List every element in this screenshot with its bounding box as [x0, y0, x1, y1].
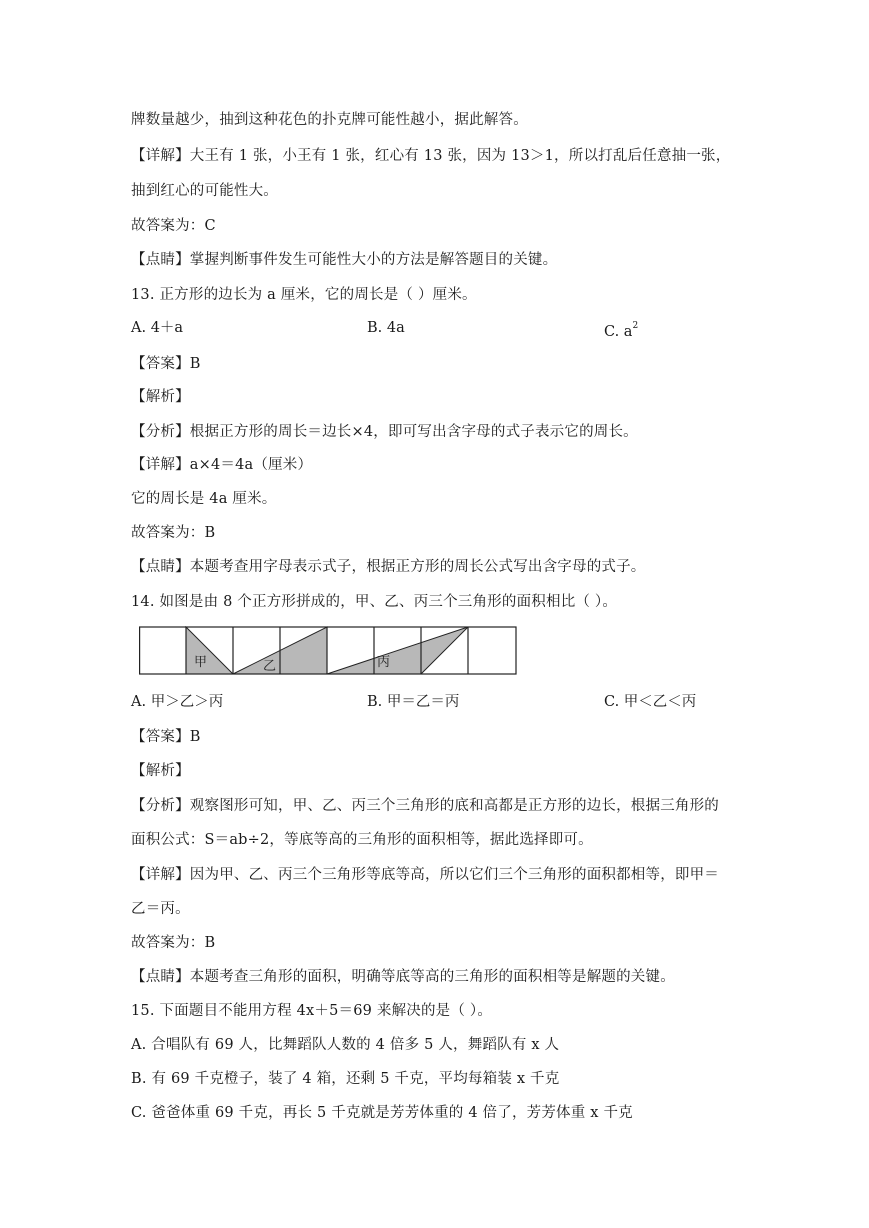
q14-answer-note: 故答案为：B [131, 935, 216, 951]
q12-detail-line2: 抽到红心的可能性大。 [131, 183, 278, 199]
q12-answer-note: 故答案为：C [131, 218, 216, 234]
q13-option-b: B. 4a [367, 320, 405, 336]
q14-answer: 【答案】B [131, 729, 201, 745]
q12-reasoning-tail: 牌数量越少，抽到这种花色的扑克牌可能性越小，据此解答。 [131, 112, 528, 128]
q13-answer-note: 故答案为：B [131, 525, 216, 541]
q14-detail-line2: 乙＝丙。 [131, 901, 190, 917]
label-yi: 乙 [263, 659, 277, 674]
q13-fenxi: 【分析】根据正方形的周长＝边长×4，即可写出含字母的式子表示它的周长。 [131, 424, 638, 440]
q13-analysis-heading: 【解析】 [131, 389, 190, 405]
q13-option-c-exponent: 2 [632, 321, 639, 331]
q13-comment: 【点睛】本题考查用字母表示式子，根据正方形的周长公式写出含字母的式子。 [131, 559, 646, 575]
q12-detail-line1: 【详解】大王有 1 张，小王有 1 张，红心有 13 张，因为 13＞1，所以打乱后任意抽一张， [131, 148, 731, 164]
q14-analysis-heading: 【解析】 [131, 763, 190, 779]
q15-option-b: B. 有 69 千克橙子，装了 4 箱，还剩 5 千克，平均每箱装 x 千克 [131, 1071, 560, 1087]
q13-detail-2: 它的周长是 4a 厘米。 [131, 491, 277, 507]
q14-option-b: B. 甲＝乙＝丙 [367, 694, 460, 710]
q15-option-c: C. 爸爸体重 69 千克，再长 5 千克就是芳芳体重的 4 倍了，芳芳体重 x 千克 [131, 1105, 633, 1121]
q14-option-c: C. 甲＜乙＜丙 [604, 694, 697, 710]
q13-option-a: A. 4＋a [131, 320, 184, 336]
q13-option-c-base: C. a [604, 323, 633, 340]
q14-stem: 14. 如图是由 8 个正方形拼成的，甲、乙、丙三个三角形的面积相比（ ）。 [131, 594, 618, 610]
q15-option-a: A. 合唱队有 69 人，比舞蹈队人数的 4 倍多 5 人，舞蹈队有 x 人 [131, 1037, 560, 1053]
q13-detail: 【详解】a×4＝4a（厘米） [131, 457, 313, 473]
q13-option-c [604, 318, 638, 342]
triangle-bing [327, 627, 468, 674]
q14-detail-line1: 【详解】因为甲、乙、丙三个三角形等底等高，所以它们三个三角形的面积都相等，即甲＝ [131, 867, 719, 883]
q14-comment: 【点睛】本题考查三角形的面积，明确等底等高的三角形的面积相等是解题的关键。 [131, 969, 675, 985]
label-bing: 丙 [377, 655, 391, 670]
q14-squares-figure [139, 626, 519, 676]
q14-fenxi-line2: 面积公式：S＝ab÷2，等底等高的三角形的面积相等，据此选择即可。 [131, 832, 593, 848]
q13-stem: 13. 正方形的边长为 a 厘米，它的周长是（ ）厘米。 [131, 287, 477, 303]
q13-answer: 【答案】B [131, 356, 201, 372]
label-jia: 甲 [194, 655, 208, 670]
q14-fenxi-line1: 【分析】观察图形可知，甲、乙、丙三个三角形的底和高都是正方形的边长，根据三角形的 [131, 798, 719, 814]
q14-option-a: A. 甲＞乙＞丙 [131, 694, 224, 710]
q15-stem: 15. 下面题目不能用方程 4x＋5＝69 来解决的是（ ）。 [131, 1003, 493, 1019]
q12-comment: 【点睛】掌握判断事件发生可能性大小的方法是解答题目的关键。 [131, 252, 558, 268]
